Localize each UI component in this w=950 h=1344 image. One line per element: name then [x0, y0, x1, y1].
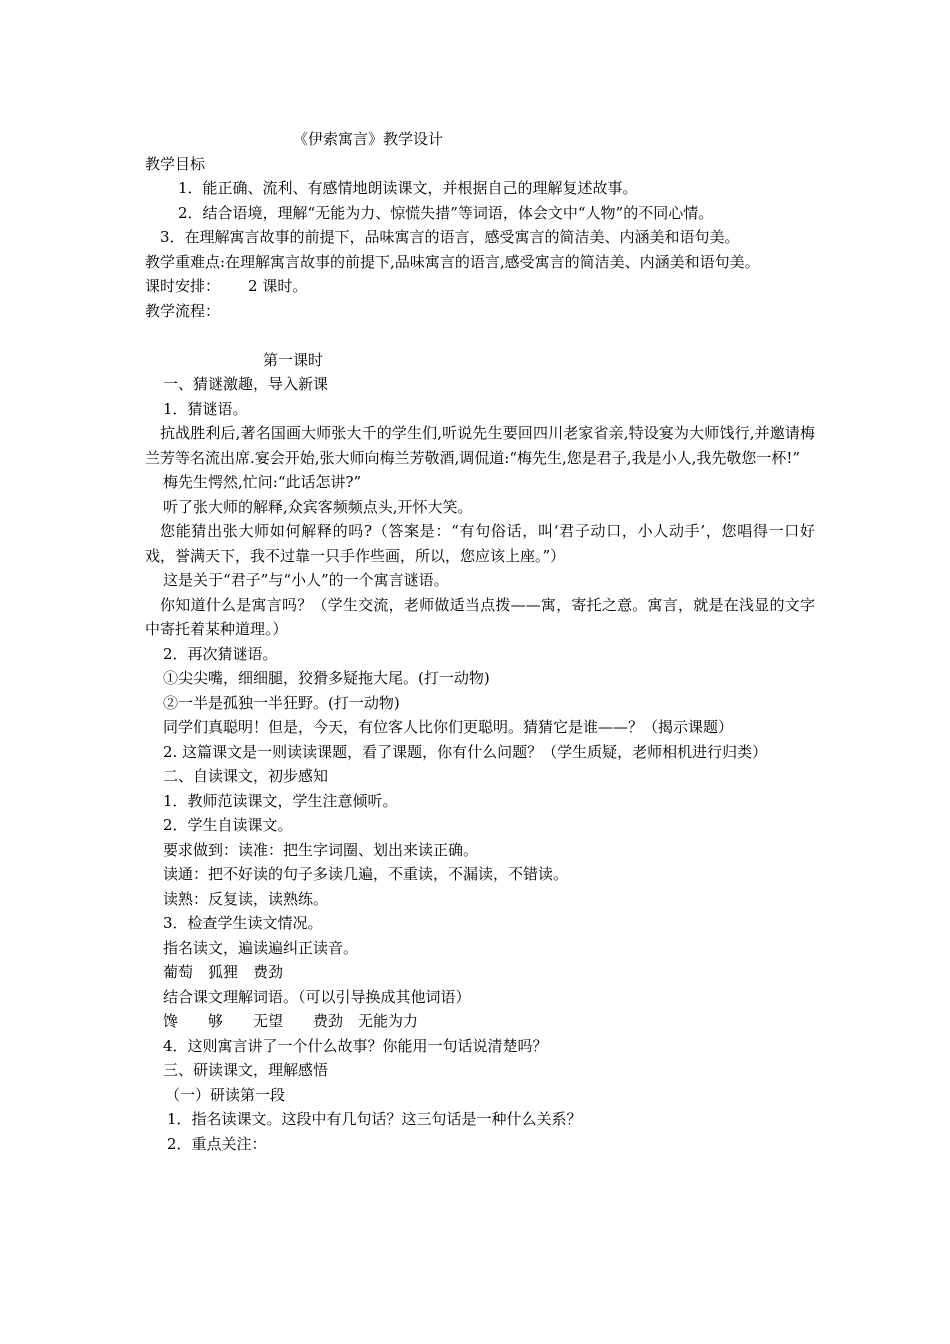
name-read: 指名读文，遍读遍纠正读音。	[163, 938, 359, 957]
words-list-2: 馋 够 无望 费劲 无能为力	[163, 1012, 419, 1030]
section-heading-2: 二、自读课文，初步感知	[163, 767, 329, 785]
section-heading-3: 三、研读课文，理解感悟	[163, 1061, 329, 1079]
step-2-3: 3．检查学生读文情况。	[163, 914, 323, 932]
guests-laugh: 听了张大师的解释,众宾客频频点头,开怀大笑。	[163, 497, 473, 516]
step-1-2: 2．再次猜谜语。	[163, 644, 278, 663]
lesson-heading: 第一课时	[263, 350, 324, 369]
schedule-value: 2 课时。	[248, 277, 308, 295]
step-1-1: 1．猜谜语。	[163, 399, 248, 418]
riddle-b: ②一半是孤独一半狂野。(打一动物)	[163, 693, 400, 712]
requirement-fluent: 读通：把不好读的句子多读几遍，不重读，不漏读，不错读。	[163, 865, 569, 883]
key-points-paragraph: 教学重难点:在理解寓言故事的前提下,品味寓言的语言,感受寓言的简洁美、内涵美和语句美。	[145, 252, 760, 271]
riddle-about: 这是关于“君子”与“小人”的一个寓言谜语。	[163, 571, 449, 589]
words-list-1: 葡萄 狐狸 费劲	[163, 963, 284, 981]
step-3-2: 2．重点关注：	[167, 1134, 267, 1153]
guest-smarter: 同学们真聪明！但是，今天，有位客人比你们更聪明。猜猜它是谁——？（揭示课题）	[163, 718, 734, 736]
goal-item-2: 2．结合语境，理解“无能为力、惊慌失措”等词语，体会文中“人物”的不同心情。	[178, 203, 714, 222]
step-2-2: 2．学生自读课文。	[163, 816, 293, 834]
schedule-label: 课时安排：	[145, 277, 221, 295]
requirement-accurate: 要求做到：读准：把生字词圈、划出来读正确。	[163, 840, 479, 859]
what-is-fable-paragraph: 你知道什么是寓言吗？（学生交流，老师做适当点拨——寓，寄托之意。寓言，就是在浅显的文字中寄托着某种道理。）	[145, 595, 815, 638]
section-heading-1: 一、猜谜激趣，导入新课	[163, 375, 329, 393]
document-title: 《伊索寓言》教学设计	[293, 130, 444, 148]
step-2-1: 1．教师范读课文，学生注意倾听。	[163, 791, 398, 810]
subsection-heading-1: （一）研读第一段	[165, 1085, 286, 1104]
story-paragraph: 抗战胜利后,著名国画大师张大千的学生们,听说先生要回四川老家省亲,特设宴为大师饯行,并邀请梅兰芳等名流出席.宴会开始,张大师向梅兰芳敬酒,调侃道:“梅先生,您是君子,我是小人,我先敬您一杯!”	[145, 424, 815, 467]
step-2-4: 4．这则寓言讲了一个什么故事？你能用一句话说清楚吗？	[163, 1036, 548, 1055]
goals-heading: 教学目标	[145, 154, 206, 173]
process-heading: 教学流程：	[145, 301, 221, 320]
step-3-1: 1．指名读课文。这段中有几句话？这三句话是一种什么关系？	[167, 1110, 582, 1128]
schedule-line	[145, 274, 815, 299]
guess-question-paragraph: 您能猜出张大师如何解释的吗?（答案是：“有句俗话，叫‘君子动口，小人动手’，您唱得一口好戏，誉满天下，我不过靠一只手作些画，所以，您应该上座。”）	[145, 522, 815, 565]
goal-item-3: 3．在理解寓言故事的前提下，品味寓言的语言，感受寓言的简洁美、内涵美和语句美。	[160, 228, 740, 246]
riddle-a: ①尖尖嘴，细细腿，狡猾多疑拖大尾。(打一动物)	[163, 669, 490, 687]
blank-line	[145, 323, 815, 348]
document-body	[145, 127, 815, 1156]
mei-reply: 梅先生愕然,忙问:“此话怎讲?”	[163, 473, 362, 491]
question-title: 2. 这篇课文是一则读读课题，看了课题，你有什么问题？（学生质疑，老师相机进行归类）	[163, 742, 768, 761]
goal-item-1: 1．能正确、流利、有感情地朗读课文，并根据自己的理解复述故事。	[178, 179, 638, 197]
understand-words: 结合课文理解词语。（可以引导换成其他词语）	[163, 987, 471, 1006]
requirement-familiar: 读熟：反复读，读熟练。	[163, 889, 329, 908]
